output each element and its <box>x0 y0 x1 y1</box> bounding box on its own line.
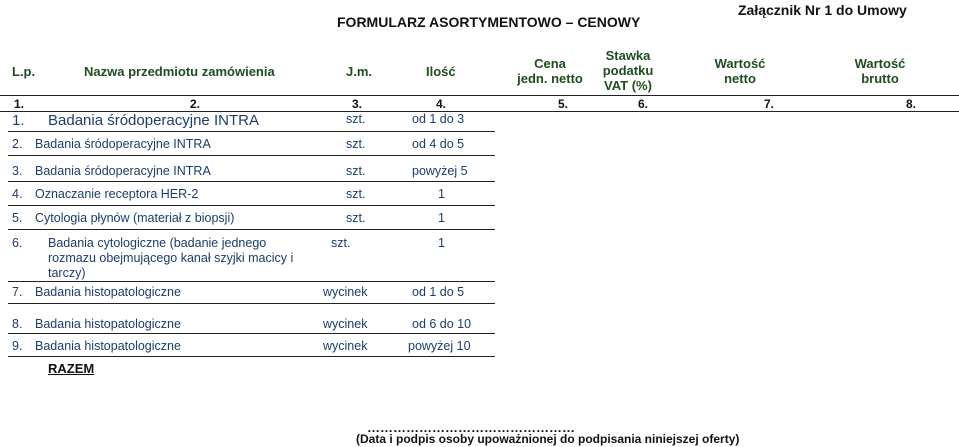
header-gross-value: Wartość brutto <box>854 56 906 86</box>
header-name: Nazwa przedmiotu zamówienia <box>84 64 275 79</box>
signature-caption: (Data i podpis osoby upoważnionej do podpisania niniejszej oferty) <box>356 432 740 446</box>
annex-label: Załącznik Nr 1 do Umowy <box>738 2 907 18</box>
signature-dots: ………………………………………… <box>367 420 575 435</box>
col-num-3: 3. <box>352 97 363 111</box>
header-qty: Ilość <box>426 64 456 79</box>
col-num-2: 2. <box>190 97 201 111</box>
header-price: Cena jedn. netto <box>517 56 583 86</box>
col-num-7: 7. <box>764 97 775 111</box>
header-rule <box>0 95 959 96</box>
col-num-6: 6. <box>638 97 649 111</box>
header-lp: L.p. <box>12 64 36 79</box>
col-num-5: 5. <box>558 97 569 111</box>
document-title: FORMULARZ ASORTYMENTOWO – CENOWY <box>337 14 641 30</box>
header-net-value: Wartość netto <box>714 56 766 86</box>
header-jm: J.m. <box>346 64 373 79</box>
col-num-1: 1. <box>14 97 25 111</box>
col-num-4: 4. <box>436 97 447 111</box>
header-vat: Stawka podatku VAT (%) <box>602 48 654 93</box>
col-num-8: 8. <box>906 97 917 111</box>
total-label: RAZEM <box>48 361 95 376</box>
